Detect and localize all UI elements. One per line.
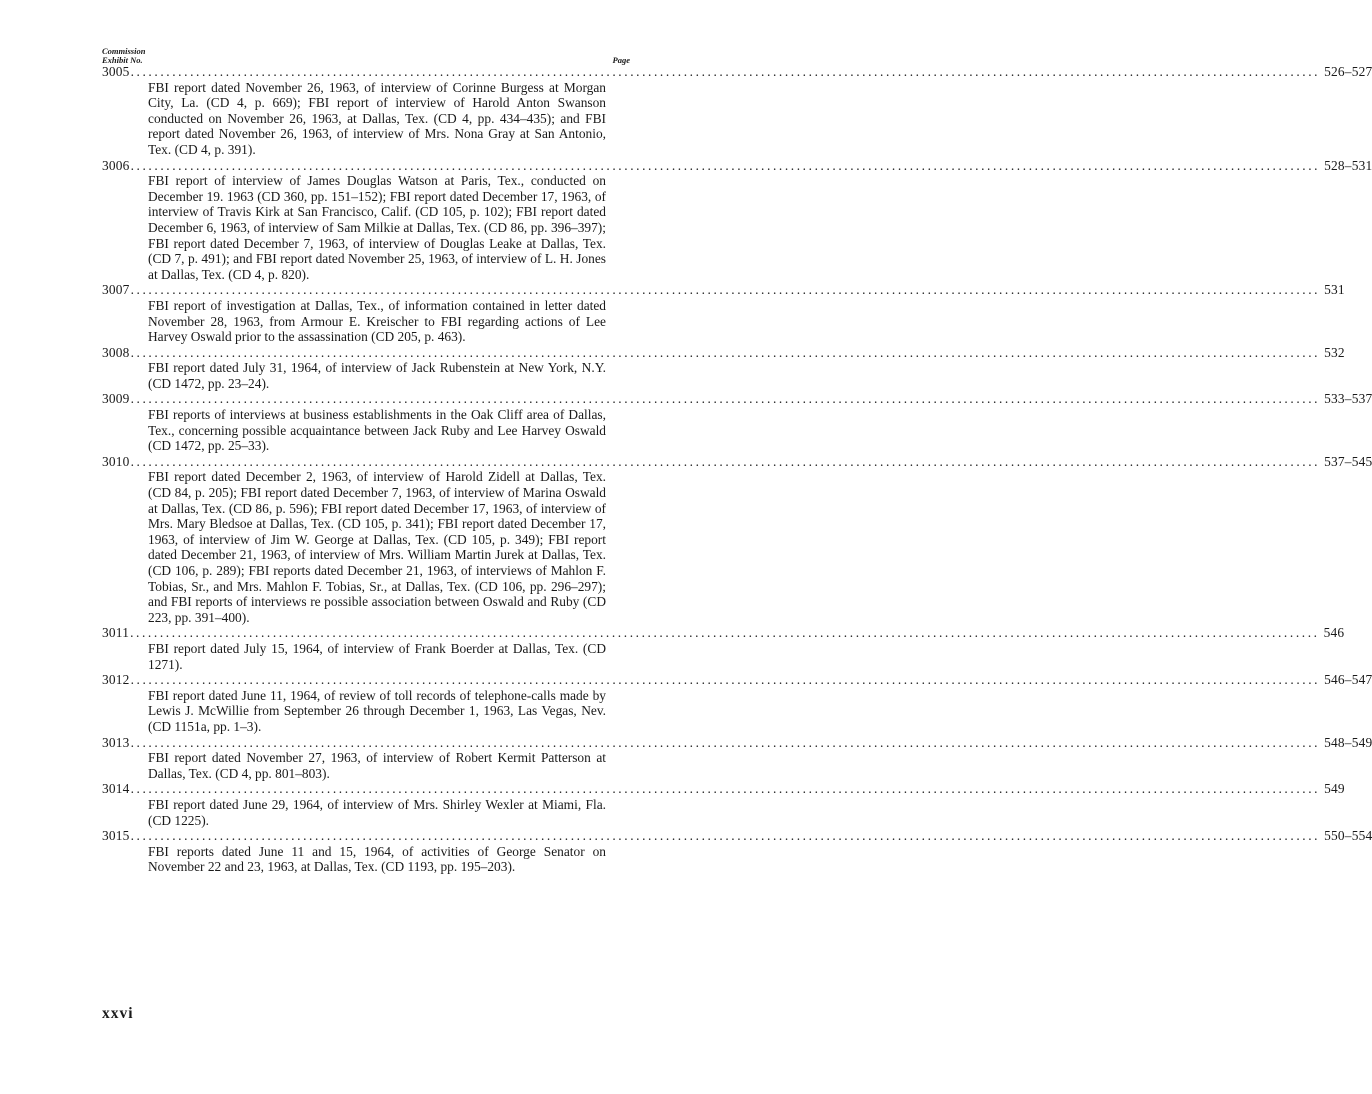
exhibit-pages: 533–537	[1324, 391, 1372, 407]
dot-leader: ........................................................................................................................................................................................................	[130, 157, 1321, 173]
exhibit-entry-heading	[102, 157, 1372, 174]
exhibit-entry	[102, 344, 1345, 392]
exhibit-entry	[102, 625, 1345, 672]
exhibit-list	[102, 64, 1372, 875]
exhibit-number: 3011	[102, 625, 130, 641]
exhibit-entry-heading	[102, 391, 1372, 407]
dot-leader: ........................................................................................................................................................................................................	[130, 391, 1321, 407]
exhibit-description: FBI report dated November 27, 1963, of interview of Robert Kermit Patterson at Dallas, Tex. (CD 4, pp. 801–803).	[148, 750, 606, 781]
exhibit-entry	[102, 157, 1372, 283]
exhibit-description: FBI report dated June 29, 1964, of interview of Mrs. Shirley Wexler at Miami, Fla. (CD 1225).	[148, 796, 606, 828]
exhibit-number: 3006	[102, 157, 130, 173]
exhibit-number: 3015	[102, 828, 130, 844]
exhibit-pages: 549	[1324, 781, 1345, 797]
exhibit-description: FBI report dated December 2, 1963, of interview of Harold Zidell at Dallas, Tex. (CD 84, p. 205); FBI report dated December 7, 1963, of interview of Marina Oswald at Dallas, Tex. (CD 86, p. 596); FBI report dated December 17, 1963, of interview of Mrs. Mary Bledsoe at Dallas, Tex. (CD 105, p. 341); FBI report dated December 17, 1963, of interview of Jim W. George at Dallas, Tex. (CD 105, p. 349); FBI report dated December 21, 1963, of interview of Mrs. William Martin Jurek at Dallas, Tex. (CD 106, p. 289); FBI reports dated December 21, 1963, of interviews of Mahlon F. Tobias, Sr., and Mrs. Mahlon F. Tobias, Sr., at Dallas, Tex. (CD 106, pp. 296–297); and FBI reports of interviews re possible association between Oswald and Ruby (CD 223, pp. 391–400).	[148, 469, 606, 625]
exhibit-entry-heading	[102, 828, 1372, 844]
exhibit-entry-heading	[102, 64, 1372, 80]
exhibit-pages: 528–531	[1324, 157, 1372, 173]
exhibit-entry	[102, 734, 1372, 782]
exhibit-description: FBI report of interview of James Douglas Watson at Paris, Tex., conducted on December 19. 1963 (CD 360, pp. 151–152); FBI report dated December 17, 1963, of interview of Travis Kirk at San Francisco, Calif. (CD 105, p. 102); FBI report dated December 6, 1963, of interview of Sam Milkie at Dallas, Tex. (CD 86, pp. 396–397); FBI report dated December 7, 1963, of interview of Douglas Leake at Dallas, Tex. (CD 7, p. 491); and FBI report dated November 25, 1963, of interview of L. H. Jones at Dallas, Tex. (CD 4, p. 820).	[148, 173, 606, 282]
exhibit-number: 3012	[102, 672, 130, 688]
exhibit-description: FBI reports dated June 11 and 15, 1964, of activities of George Senator on November 22 and 23, 1963, at Dallas, Tex. (CD 1193, pp. 195–203).	[148, 843, 606, 875]
dot-leader: ........................................................................................................................................................................................................	[130, 828, 1321, 844]
dot-leader: ........................................................................................................................................................................................................	[130, 282, 1321, 298]
header-page-label: Page	[612, 55, 630, 65]
exhibit-number: 3014	[102, 781, 130, 797]
exhibit-entry	[102, 391, 1372, 454]
exhibit-number: 3013	[102, 734, 130, 750]
exhibit-number: 3010	[102, 453, 130, 469]
exhibit-entry-heading	[102, 672, 1372, 688]
column-header	[102, 44, 630, 64]
exhibit-description: FBI report dated June 11, 1964, of review of toll records of telephone-calls made by Lewis J. McWillie from September 26 through December 1, 1963, Las Vegas, Nev. (CD 1151a, pp. 1–3).	[148, 687, 606, 734]
exhibit-number: 3007	[102, 282, 130, 298]
exhibit-pages: 526–527	[1324, 64, 1372, 79]
exhibit-pages: 548–549	[1324, 734, 1372, 750]
exhibit-entry	[102, 282, 1345, 345]
exhibit-entry	[102, 672, 1372, 734]
exhibit-entry-heading	[102, 282, 1345, 298]
exhibit-description: FBI report dated July 15, 1964, of interview of Frank Boerder at Dallas, Tex. (CD 1271).	[148, 640, 606, 672]
exhibit-entry	[102, 64, 1372, 158]
exhibit-index-page	[102, 44, 1372, 875]
exhibit-description: FBI report dated November 26, 1963, of interview of Corinne Burgess at Morgan City, La. (CD 4, p. 669); FBI report of interview of Harold Anton Swanson conducted on November 26, 1963, at Dallas, Tex. (CD 4, pp. 434–435); and FBI report dated November 26, 1963, of interview of Mrs. Nona Gray at San Antonio, Tex. (CD 4, p. 391).	[148, 79, 606, 157]
exhibit-number: 3009	[102, 391, 130, 407]
header-commission-label: Commission	[102, 46, 146, 56]
exhibit-pages: 537–545	[1324, 453, 1372, 469]
dot-leader: ........................................................................................................................................................................................................	[130, 453, 1321, 469]
exhibit-entry-heading	[102, 453, 1372, 470]
exhibit-pages: 532	[1324, 344, 1345, 360]
exhibit-number: 3005	[102, 64, 130, 79]
exhibit-entry	[102, 828, 1372, 875]
exhibit-entry-heading	[102, 734, 1372, 751]
dot-leader: ........................................................................................................................................................................................................	[130, 781, 1321, 797]
exhibit-entry-heading	[102, 625, 1345, 641]
exhibit-description: FBI report of investigation at Dallas, Tex., of information contained in letter dated November 28, 1963, from Armour E. Kreischer to FBI regarding actions of Lee Harvey Oswald prior to the assassination (CD 205, p. 463).	[148, 297, 606, 345]
exhibit-pages: 531	[1324, 282, 1345, 298]
dot-leader: ........................................................................................................................................................................................................	[130, 625, 1320, 641]
exhibit-entry	[102, 453, 1372, 626]
dot-leader: ........................................................................................................................................................................................................	[130, 672, 1321, 688]
dot-leader: ........................................................................................................................................................................................................	[130, 734, 1321, 750]
header-exhibit-no-label: Exhibit No.	[102, 55, 143, 65]
exhibit-pages: 546	[1323, 625, 1345, 641]
page-number: xxvi	[102, 1005, 134, 1022]
dot-leader: ........................................................................................................................................................................................................	[130, 344, 1321, 360]
exhibit-entry-heading	[102, 781, 1345, 797]
exhibit-entry	[102, 781, 1345, 828]
exhibit-description: FBI reports of interviews at business establishments in the Oak Cliff area of Dallas, Tex., concerning possible acquaintance between Jack Ruby and Lee Harvey Oswald (CD 1472, pp. 25–33).	[148, 407, 606, 454]
exhibit-pages: 546–547	[1324, 672, 1372, 688]
exhibit-entry-heading	[102, 344, 1345, 361]
exhibit-number: 3008	[102, 344, 130, 360]
exhibit-description: FBI report dated July 31, 1964, of interview of Jack Rubenstein at New York, N.Y. (CD 1472, pp. 23–24).	[148, 360, 606, 391]
dot-leader: ........................................................................................................................................................................................................	[130, 64, 1321, 79]
exhibit-pages: 550–554	[1324, 828, 1372, 844]
